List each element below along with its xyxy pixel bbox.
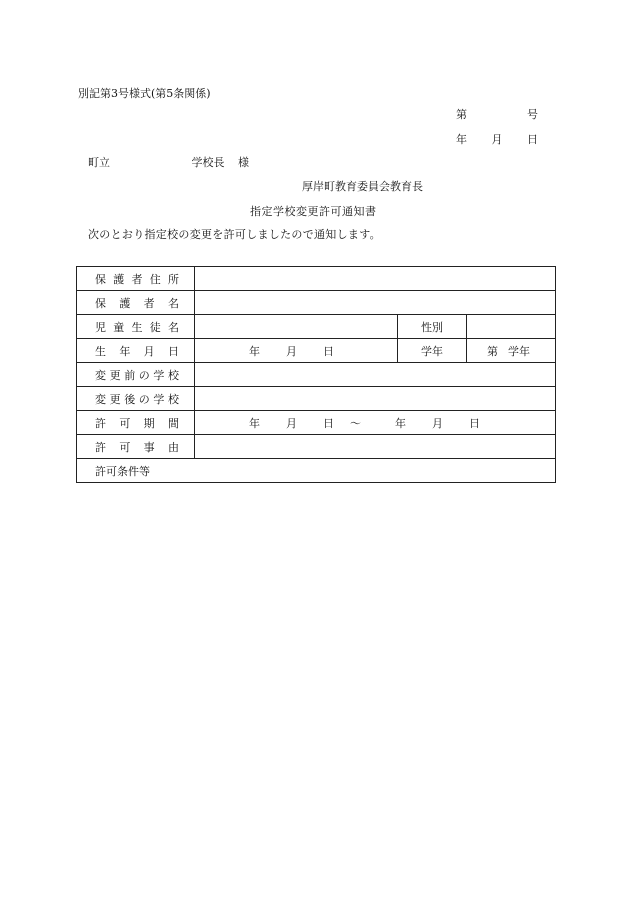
- table-row: [77, 267, 556, 291]
- grade-label: 学年: [398, 339, 467, 363]
- table-row: [77, 339, 556, 363]
- student-name-label-text: 児 童 生 徒 名: [95, 320, 179, 334]
- guardian-name-label: [77, 291, 195, 315]
- period-year-start: 年: [249, 416, 260, 430]
- issue-date: [456, 131, 538, 147]
- permit-form-table: [76, 266, 556, 483]
- school-before-label: [77, 363, 195, 387]
- document-title: 指定学校変更許可通知書: [250, 205, 377, 218]
- school-before-label-text: 変 更 前 の 学 校: [95, 368, 179, 382]
- sender: 厚岸町教育委員会教育長: [302, 180, 423, 193]
- guardian-name-field[interactable]: [195, 291, 556, 315]
- body-text: 次のとおり指定校の変更を許可しましたので通知します。: [88, 228, 381, 241]
- sex-field[interactable]: [467, 315, 556, 339]
- period-tilde: ～: [350, 416, 361, 430]
- table-row: [77, 363, 556, 387]
- birth-year: 年: [249, 344, 260, 358]
- period-month-end: 月: [432, 416, 443, 430]
- period-day-end: 日: [469, 416, 480, 430]
- issue-year: 年: [456, 133, 467, 146]
- issue-day: 日: [527, 133, 538, 146]
- table-row: [77, 411, 556, 435]
- table-row: [77, 291, 556, 315]
- sex-label: 性別: [398, 315, 467, 339]
- period-day-start: 日: [323, 416, 334, 430]
- period-year-end: 年: [395, 416, 406, 430]
- town-prefix: 町立: [88, 156, 110, 169]
- period-label: [77, 411, 195, 435]
- student-name-field[interactable]: [195, 315, 398, 339]
- reason-label: [77, 435, 195, 459]
- reason-field[interactable]: [195, 435, 556, 459]
- period-month-start: 月: [286, 416, 297, 430]
- birth-day: 日: [323, 344, 334, 358]
- school-after-field[interactable]: [195, 387, 556, 411]
- form-reference: 別記第3号様式(第5条関係): [78, 87, 211, 100]
- conditions-label: 許可条件等: [95, 464, 150, 478]
- birthdate-field[interactable]: [195, 339, 398, 363]
- table-row: [77, 435, 556, 459]
- guardian-address-label-text: 保 護 者 住 所: [95, 272, 179, 286]
- table-row: [77, 459, 556, 483]
- guardian-name-label-text: 保 護 者 名: [95, 296, 179, 310]
- addressee: [88, 154, 249, 170]
- number-prefix: 第: [456, 108, 467, 121]
- student-name-label: [77, 315, 195, 339]
- conditions-cell[interactable]: [77, 459, 556, 483]
- table-row: [77, 387, 556, 411]
- birth-month: 月: [286, 344, 297, 358]
- honorific: 様: [238, 156, 249, 169]
- table-row: [77, 315, 556, 339]
- document-number: [456, 106, 538, 122]
- guardian-address-field[interactable]: [195, 267, 556, 291]
- birthdate-label-text: 生 年 月 日: [95, 344, 179, 358]
- period-label-text: 許 可 期 間: [95, 416, 179, 430]
- reason-label-text: 許 可 事 由: [95, 440, 179, 454]
- school-before-field[interactable]: [195, 363, 556, 387]
- birthdate-label: [77, 339, 195, 363]
- number-suffix: 号: [527, 108, 538, 121]
- school-after-label: [77, 387, 195, 411]
- issue-month: 月: [491, 133, 503, 146]
- guardian-address-label: [77, 267, 195, 291]
- grade-field[interactable]: [467, 339, 556, 363]
- school-after-label-text: 変 更 後 の 学 校: [95, 392, 179, 406]
- principal-title: 学校長: [191, 156, 225, 169]
- grade-suffix: 学年: [508, 344, 530, 358]
- grade-prefix: 第: [487, 344, 498, 358]
- period-field[interactable]: [195, 411, 556, 435]
